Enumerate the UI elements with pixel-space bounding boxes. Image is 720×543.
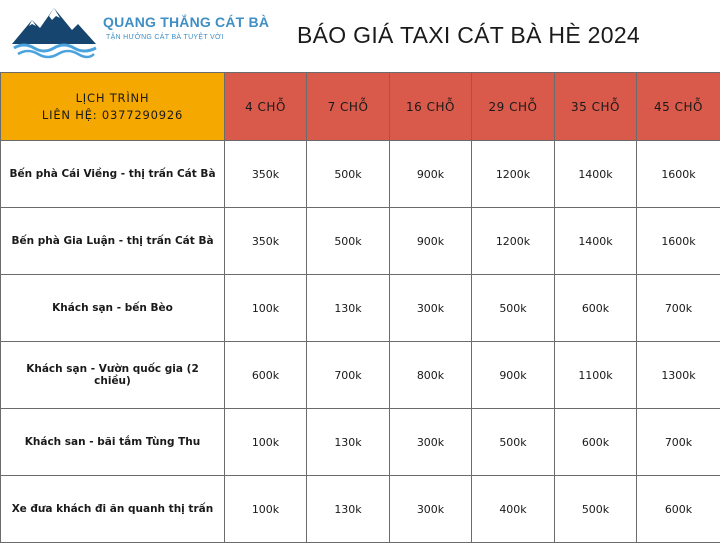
price-cell: 800k: [390, 342, 472, 409]
brand-name: QUANG THẮNG CÁT BÀ: [103, 14, 269, 30]
table-header-row: [1, 73, 720, 141]
route-cell: Xe đưa khách đi ăn quanh thị trấn: [1, 476, 225, 543]
price-cell: 500k: [472, 409, 555, 476]
price-cell: 500k: [307, 208, 390, 275]
mountain-wave-logo-icon: [10, 4, 102, 60]
table-row: [1, 342, 720, 409]
column-header: 29 CHỖ: [472, 73, 555, 141]
price-cell: 700k: [637, 275, 720, 342]
price-cell: 600k: [637, 476, 720, 543]
contact-phone: LIÊN HỆ: 0377290926: [1, 107, 224, 124]
price-cell: 900k: [390, 208, 472, 275]
price-cell: 350k: [225, 141, 307, 208]
price-cell: 350k: [225, 208, 307, 275]
price-cell: 1600k: [637, 141, 720, 208]
column-header: 4 CHỖ: [225, 73, 307, 141]
price-cell: 1300k: [637, 342, 720, 409]
column-header: 7 CHỖ: [307, 73, 390, 141]
price-cell: 100k: [225, 476, 307, 543]
route-cell: Khách sạn - bến Bèo: [1, 275, 225, 342]
price-cell: 1200k: [472, 141, 555, 208]
table-row: [1, 208, 720, 275]
price-cell: 1400k: [555, 208, 637, 275]
page-header: [0, 0, 720, 72]
price-cell: 1100k: [555, 342, 637, 409]
column-header: 35 CHỖ: [555, 73, 637, 141]
column-header: 16 CHỖ: [390, 73, 472, 141]
price-cell: 500k: [472, 275, 555, 342]
table-row: [1, 141, 720, 208]
price-table: [0, 72, 720, 543]
table-row: [1, 275, 720, 342]
brand-tagline: TẬN HƯỞNG CÁT BÀ TUYỆT VỜI: [106, 34, 224, 41]
table-row: [1, 409, 720, 476]
price-cell: 130k: [307, 476, 390, 543]
price-cell: 600k: [225, 342, 307, 409]
price-cell: 900k: [472, 342, 555, 409]
price-cell: 600k: [555, 275, 637, 342]
route-cell: Bến phà Cái Viềng - thị trấn Cát Bà: [1, 141, 225, 208]
route-cell: Khách sạn - Vườn quốc gia (2 chiều): [1, 342, 225, 409]
price-cell: 700k: [637, 409, 720, 476]
price-cell: 130k: [307, 275, 390, 342]
route-header-label: LỊCH TRÌNH: [1, 90, 224, 107]
table-row: [1, 476, 720, 543]
route-cell: Khách san - bãi tắm Tùng Thu: [1, 409, 225, 476]
price-cell: 1200k: [472, 208, 555, 275]
price-cell: 300k: [390, 409, 472, 476]
price-cell: 400k: [472, 476, 555, 543]
price-cell: 300k: [390, 476, 472, 543]
price-cell: 500k: [307, 141, 390, 208]
route-cell: Bến phà Gia Luận - thị trấn Cát Bà: [1, 208, 225, 275]
column-header: 45 CHỖ: [637, 73, 720, 141]
price-cell: 1600k: [637, 208, 720, 275]
page-title: BÁO GIÁ TAXI CÁT BÀ HÈ 2024: [297, 22, 640, 49]
price-cell: 600k: [555, 409, 637, 476]
price-cell: 300k: [390, 275, 472, 342]
price-cell: 900k: [390, 141, 472, 208]
price-cell: 130k: [307, 409, 390, 476]
price-cell: 1400k: [555, 141, 637, 208]
price-cell: 500k: [555, 476, 637, 543]
route-column-header: [1, 73, 225, 141]
price-cell: 700k: [307, 342, 390, 409]
price-cell: 100k: [225, 275, 307, 342]
price-cell: 100k: [225, 409, 307, 476]
